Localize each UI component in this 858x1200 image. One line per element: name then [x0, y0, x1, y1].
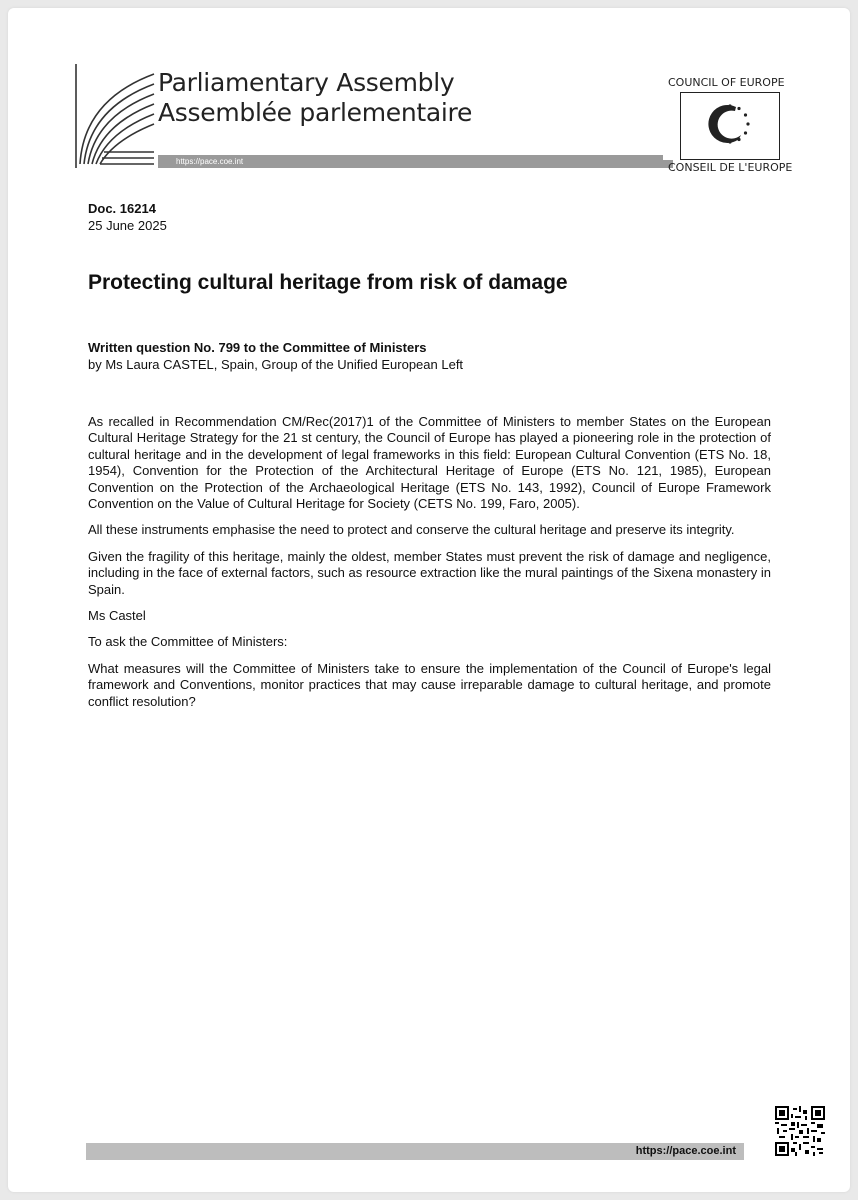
- council-of-europe-emblem-icon: [681, 93, 779, 159]
- document-title: Protecting cultural heritage from risk of damage: [88, 271, 568, 294]
- footer-bar: [86, 1143, 744, 1160]
- hemicycle-logo-icon: [66, 60, 162, 170]
- body-paragraph: What measures will the Committee of Ministers take to ensure the implementation of the Council of Europe's legal framework and Conventions, monitor practices that may cause irreparable damage to cultural heritage, and promote conflict resolution?: [88, 660, 771, 709]
- header-url[interactable]: https://pace.coe.int: [176, 157, 244, 166]
- footer-url[interactable]: https://pace.coe.int: [635, 1145, 736, 1157]
- question-heading: Written question No. 799 to the Committee of Ministers: [88, 340, 427, 355]
- council-of-europe-label: COUNCIL OF EUROPE: [668, 76, 785, 89]
- question-byline: by Ms Laura CASTEL, Spain, Group of the Unified European Left: [88, 357, 464, 372]
- document-date: 25 June 2025: [88, 218, 167, 233]
- signature-line: Ms Castel: [88, 608, 146, 624]
- body-paragraph: All these instruments emphasise the need to protect and conserve the cultural heritage and preserve its integrity.: [88, 522, 735, 538]
- document-number: Doc. 16214: [88, 201, 156, 216]
- qr-code-icon: [775, 1106, 825, 1156]
- document-body: [88, 414, 771, 720]
- document-page: [8, 8, 850, 1192]
- assembly-title: [158, 68, 472, 128]
- body-paragraph: As recalled in Recommendation CM/Rec(2017)1 of the Committee of Ministers to member States on the European Cultural Heritage Strategy for the 21 st century, the Council of Europe has played a pioneering role in the protection of cultural heritage and in the development of legal frameworks in this field: European Cultural Convention (ETS No. 18, 1954), Convention for the Protection of the Architectural Heritage of Europe (ETS No. 121, 1985), European Convention on the Protection of the Archaeological Heritage (ETS No. 143, 1992), Council of Europe Framework Convention on the Value of Cultural Heritage for Society (CETS No. 199, Faro, 2005).: [88, 414, 771, 512]
- conseil-de-l-europe-label: CONSEIL DE L'EUROPE: [668, 161, 793, 174]
- assembly-title-fr: Assemblée parlementaire: [158, 98, 473, 127]
- body-paragraph: Given the fragility of this heritage, mainly the oldest, member States must prevent the risk of damage and negligence, including in the face of external factors, such as resource extraction like the mural paintings of the Sixena monastery in Spain.: [88, 548, 771, 597]
- council-of-europe-logo: [680, 92, 780, 160]
- assembly-title-en: Parliamentary Assembly: [158, 68, 455, 97]
- body-paragraph: To ask the Committee of Ministers:: [88, 634, 288, 650]
